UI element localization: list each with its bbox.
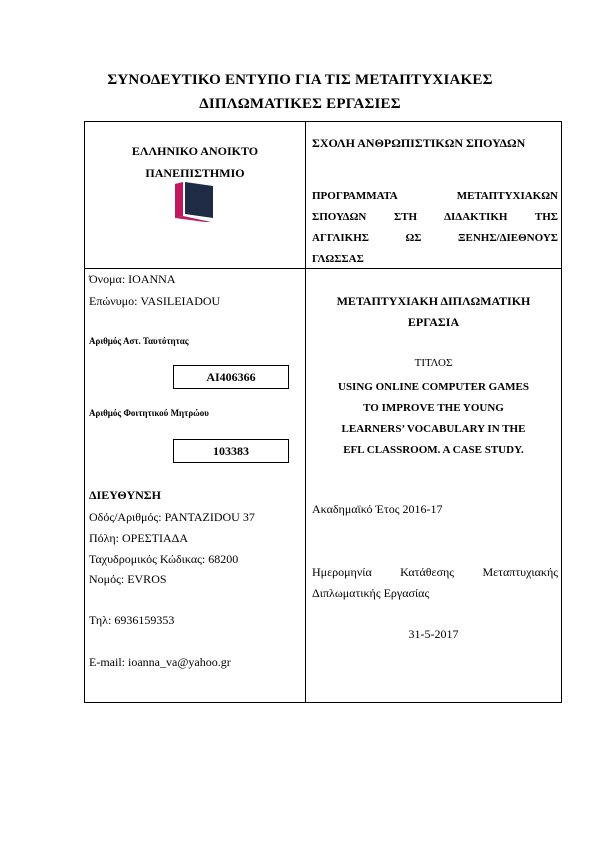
form-title-line1: ΣΥΝΟΔΕΥΤΙΚΟ ΕΝΤΥΠΟ ΓΙΑ ΤΙΣ ΜΕΤΑΠΤΥΧΙΑΚΕΣ [107, 72, 493, 88]
street-label: Οδός/Αριθμός: [89, 510, 162, 524]
university-name [85, 140, 305, 184]
street-value: PANTAZIDOU 37 [164, 510, 255, 524]
university-name-line2: ΠΑΝΕΠΙΣΤΗΜΙΟ [145, 166, 245, 180]
prefecture-label: Νομός: [89, 572, 125, 586]
email-label: E-mail: [89, 655, 125, 669]
city-row [89, 531, 188, 546]
street-row [89, 510, 255, 525]
thesis-title-line: EFL CLASSROOM. A CASE STUDY. [343, 444, 524, 456]
city-value: ΟΡΕΣΤΙΑΔΑ [122, 531, 189, 545]
phone-value: 6936159353 [114, 613, 175, 627]
id-card-value: AI406366 [173, 365, 289, 389]
city-label: Πόλη: [89, 531, 119, 545]
email-row [89, 655, 231, 670]
program-line: ΣΠΟΥΔΩΝ ΣΤΗ ΔΙΔΑΚΤΙΚΗ ΤΗΣ [312, 211, 558, 223]
program-name [312, 186, 558, 270]
form-table [84, 121, 562, 703]
school-name: ΣΧΟΛΗ ΑΝΘΡΩΠΙΣΤΙΚΩΝ ΣΠΟΥΔΩΝ [312, 136, 526, 150]
submission-label-line2: Διπλωματικής Εργασίας [312, 586, 430, 600]
id-card-label: Αριθμός Αστ. Ταυτότητας [89, 336, 189, 346]
thesis-type-line2: ΕΡΓΑΣΙΑ [407, 315, 460, 329]
eap-logo-icon [175, 182, 215, 222]
postal-value: 68200 [208, 552, 239, 566]
thesis-title-line: USING ONLINE COMPUTER GAMES [338, 381, 529, 393]
program-line: ΑΓΓΛΙΚΗΣ ΩΣ ΞΕΝΗΣ/ΔΙΕΘΝΟΥΣ [312, 232, 558, 244]
phone-row [89, 613, 174, 628]
student-reg-value: 103383 [173, 439, 289, 463]
first-name-label: Όνομα: [89, 272, 126, 286]
academic-year-row [312, 502, 442, 517]
thesis-type-line1: ΜΕΤΑΠΤΥΧΙΑΚΗ ΔΙΠΛΩΜΑΤΙΚΗ [336, 294, 531, 308]
first-name-row [89, 272, 175, 287]
program-line: ΓΛΩΣΣΑΣ [312, 253, 364, 265]
program-line: ΠΡΟΓΡΑΜΜΑΤΑ ΜΕΤΑΠΤΥΧΙΑΚΩΝ [312, 190, 558, 202]
submission-label-line1: Ημερομηνία Κατάθεσης Μεταπτυχιακής [312, 565, 558, 579]
academic-year-value: 2016-17 [402, 502, 443, 516]
prefecture-value: EVROS [127, 572, 167, 586]
last-name-row [89, 294, 220, 309]
university-name-line1: ΕΛΛΗΝΙΚΟ ΑΝΟΙΚΤΟ [131, 144, 259, 158]
thesis-title-line: TO IMPROVE THE YOUNG [363, 402, 504, 414]
submission-date: 31-5-2017 [408, 627, 459, 641]
last-name-label: Επώνυμο: [89, 294, 138, 308]
postal-row [89, 552, 238, 567]
thesis-title [306, 377, 561, 461]
last-name-value: VASILEIADOU [140, 294, 221, 308]
prefecture-row [89, 572, 167, 587]
form-title-line2: ΔΙΠΛΩΜΑΤΙΚΕΣ ΕΡΓΑΣΙΕΣ [199, 96, 401, 112]
address-heading: ΔΙΕΥΘΥΝΣΗ [89, 488, 161, 502]
phone-label: Τηλ: [89, 613, 112, 627]
student-reg-label: Αριθμός Φοιτητικού Μητρώου [89, 408, 209, 418]
academic-year-label: Ακαδημαϊκό Έτος [312, 502, 400, 516]
postal-label: Ταχυδρομικός Κώδικας: [89, 552, 206, 566]
thesis-title-label: ΤΙΤΛΟΣ [414, 357, 453, 369]
first-name-value: IOANNA [128, 272, 176, 286]
thesis-title-line: LEARNERS’ VOCABULARY IN THE [341, 423, 526, 435]
email-value: ioanna_va@yahoo.gr [128, 655, 231, 669]
